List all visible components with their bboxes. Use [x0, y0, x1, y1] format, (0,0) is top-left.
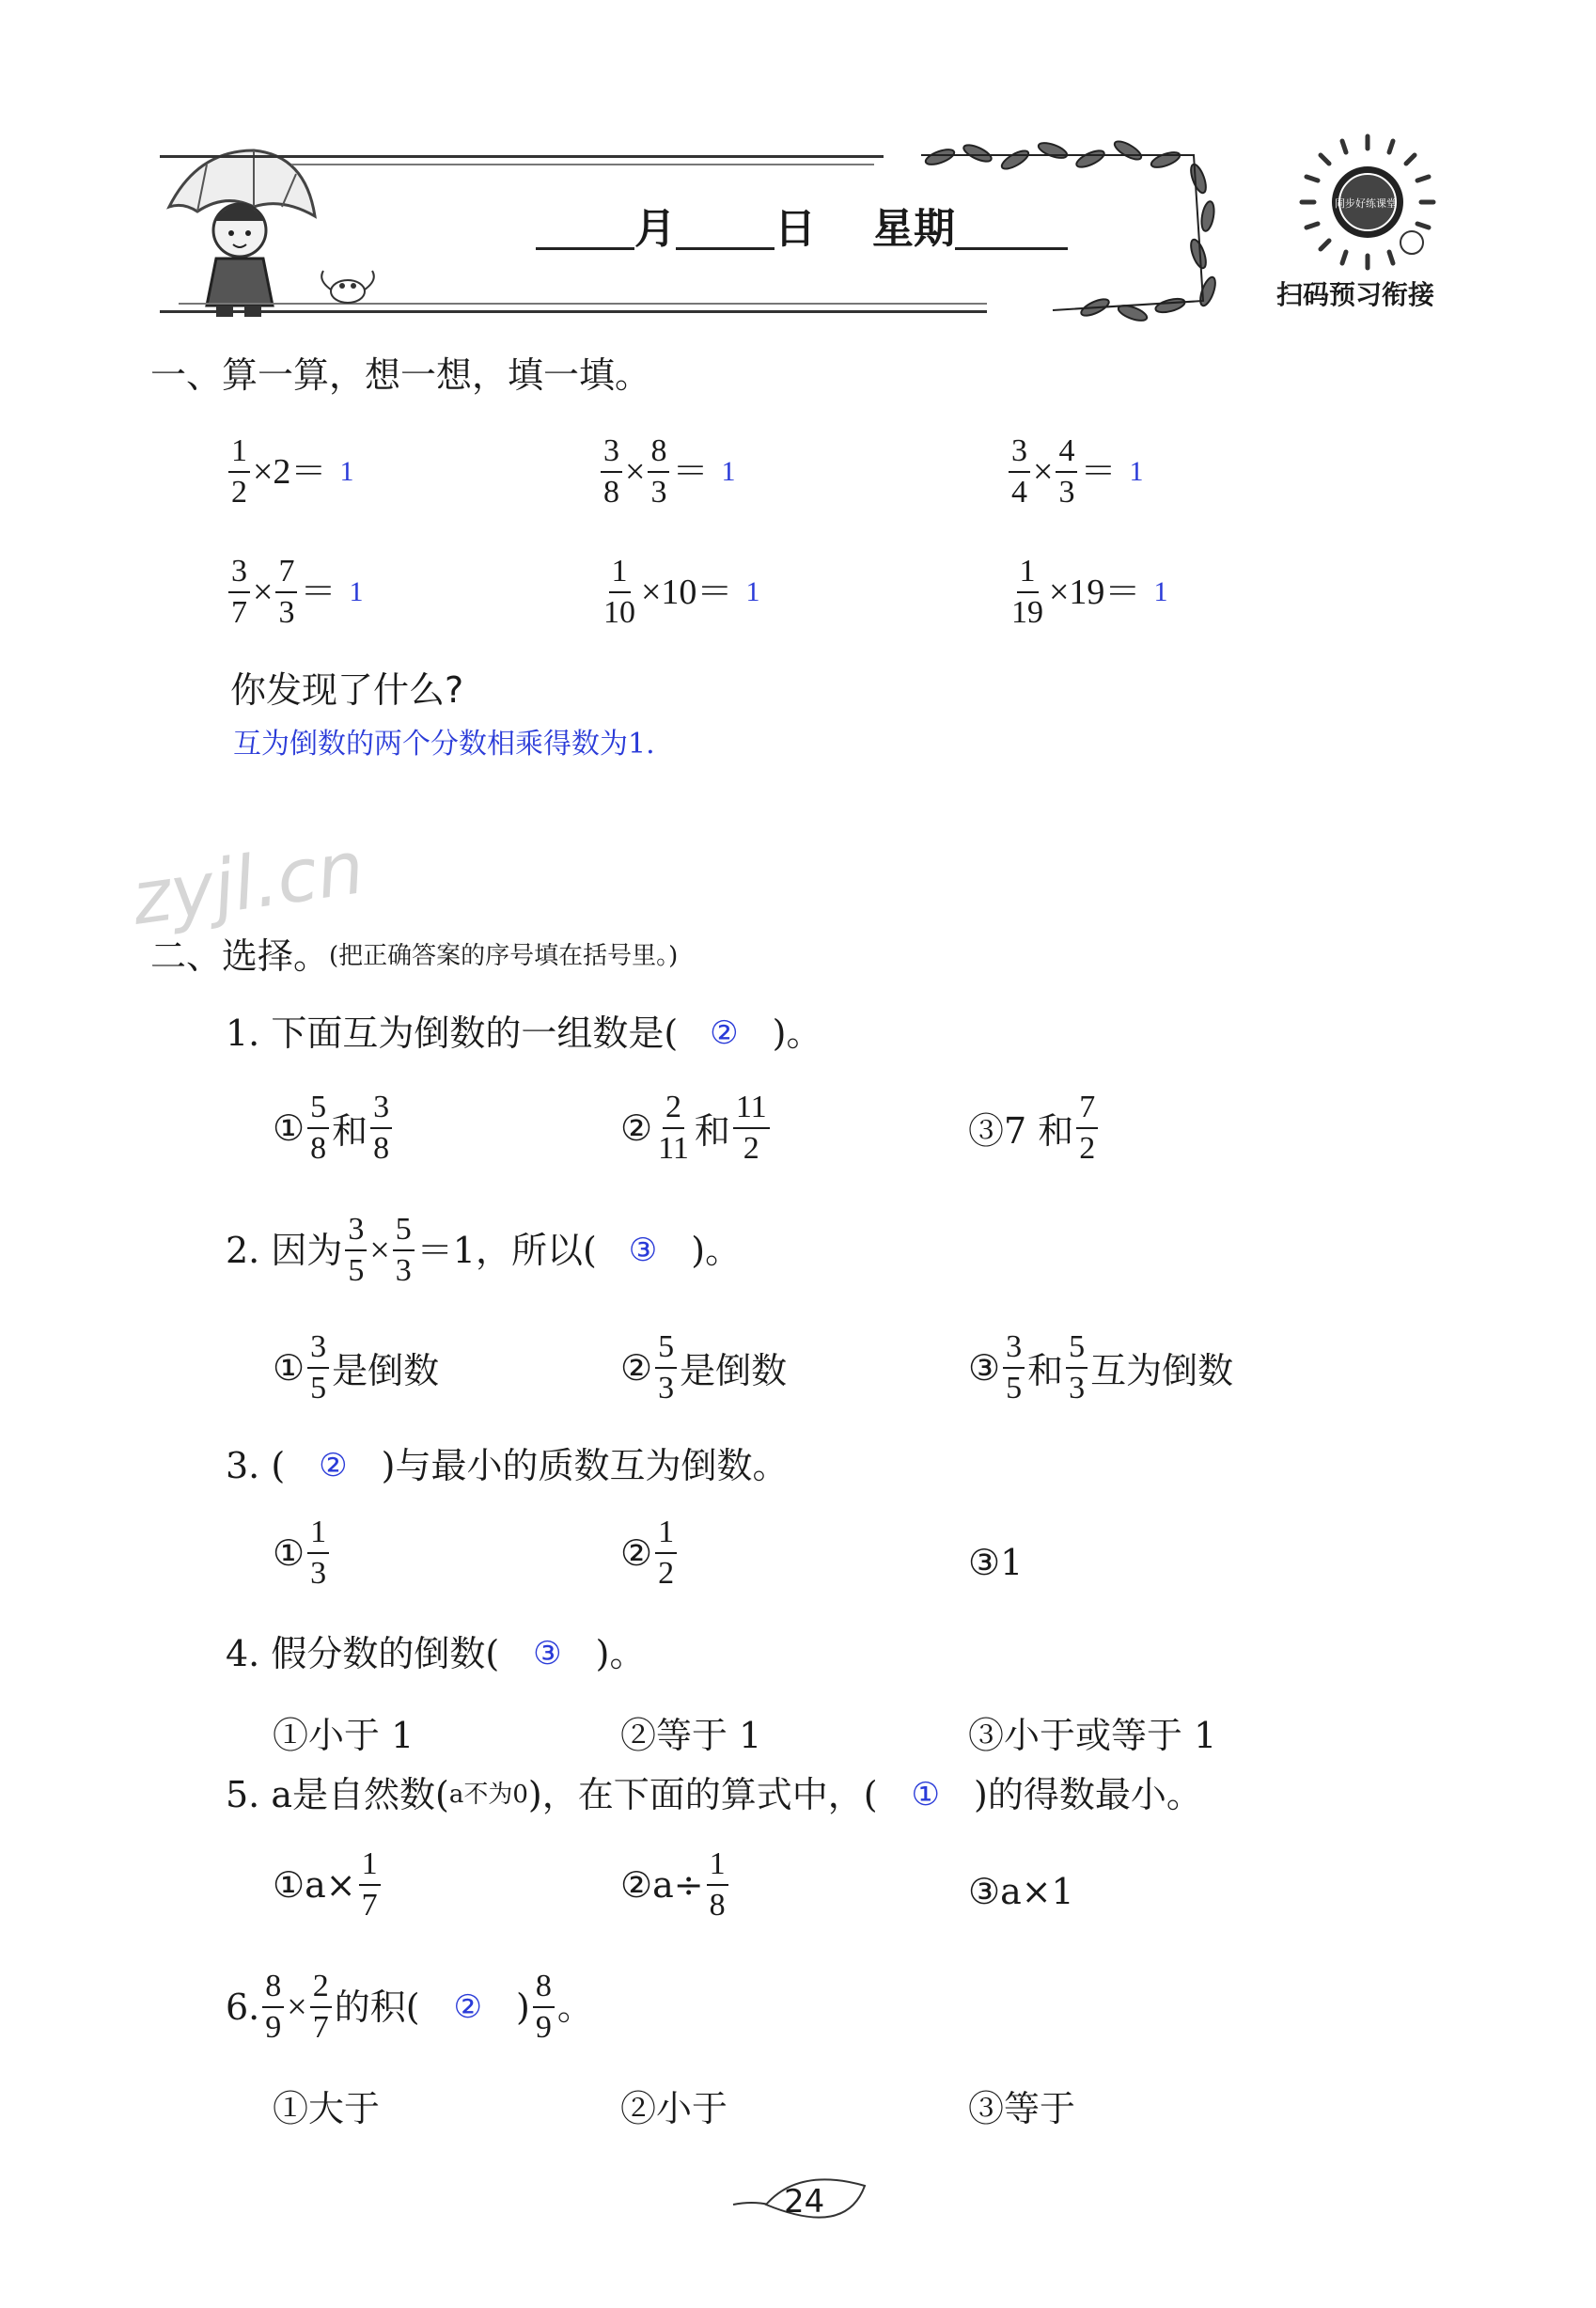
answer: 1 [339, 455, 354, 487]
page-number: 24 [784, 2183, 825, 2221]
q3-option-3[interactable]: ③1 [968, 1542, 1024, 1583]
calc-item: $\frac{3}{7}$ × $\frac{7}{3}$ ＝ 1 [226, 555, 363, 629]
q1-option-1[interactable]: ① $\frac{5}{8}$ 和 $\frac{3}{8}$ [273, 1091, 395, 1165]
q5-option-1[interactable]: ①a× $\frac{1}{7}$ [273, 1847, 383, 1922]
month-blank[interactable] [536, 210, 634, 250]
q6-option-1[interactable]: ①大于 [273, 2088, 381, 2129]
q4-option-1[interactable]: ①小于 1 [273, 1715, 415, 1756]
answer: 1 [721, 455, 736, 487]
answer: ② [453, 1987, 483, 2026]
calc-item: $\frac{1}{10}$ ×10＝ 1 [603, 554, 760, 630]
answer: ② [319, 1447, 348, 1484]
calc-item: $\frac{3}{4}$ × $\frac{4}{3}$ ＝ 1 [1006, 434, 1143, 509]
section1-answer: 互为倒数的两个分数相乘得数为1. [233, 728, 655, 761]
q3-option-1[interactable]: ① $\frac{1}{3}$ [273, 1515, 332, 1590]
day-blank[interactable] [676, 210, 775, 250]
q6-option-2[interactable]: ②小于 [620, 2088, 728, 2129]
answer: 1 [1129, 455, 1144, 487]
week-blank[interactable] [955, 210, 1068, 250]
calc-item: $\frac{1}{19}$ ×19＝ 1 [1011, 554, 1168, 630]
answer: ② [710, 1014, 739, 1052]
q4-option-2[interactable]: ②等于 1 [620, 1715, 762, 1756]
question-6: 6. $\frac{8}{9}$ × $\frac{2}{7}$ 的积( ② ) $\frac{8}{9}$ 。 [226, 1969, 593, 2045]
q4-option-3[interactable]: ③小于或等于 1 [968, 1715, 1217, 1756]
question-4: 4. 假分数的倒数( ③ )。 [226, 1633, 646, 1674]
question-5: 5. a是自然数( a不为0 )，在下面的算式中，( ① )的得数最小。 [226, 1774, 1202, 1815]
q2-option-1[interactable]: ① $\frac{3}{5}$ 是倒数 [273, 1329, 440, 1405]
calc-item: $\frac{3}{8}$ × $\frac{8}{3}$ ＝ 1 [598, 434, 735, 509]
q3-option-2[interactable]: ② $\frac{1}{2}$ [620, 1515, 680, 1590]
q6-option-3[interactable]: ③等于 [968, 2088, 1076, 2129]
q1-option-2[interactable]: ② $\frac{2}{11}$ 和 $\frac{11}{2}$ [620, 1091, 773, 1165]
qr-caption: 扫码预习衔接 [1276, 279, 1435, 310]
week-label: 星期 [872, 205, 955, 253]
question-1: 1. 下面互为倒数的一组数是( ② )。 [226, 1013, 822, 1054]
answer: ① [911, 1776, 941, 1813]
section2-note: (把正确答案的序号填在括号里。) [329, 942, 679, 970]
answer: ③ [628, 1231, 658, 1269]
section1-title: 一、算一算，想一想，填一填。 [150, 354, 651, 396]
q5-option-2[interactable]: ②a÷ $\frac{1}{8}$ [620, 1847, 731, 1922]
fraction: $\frac{1}{2}$ [228, 434, 250, 509]
q1-option-3[interactable]: ③7 和 $\frac{7}{2}$ [968, 1091, 1101, 1165]
section1-question: 你发现了什么? [230, 669, 464, 711]
q2-option-3[interactable]: ③ $\frac{3}{5}$ 和 $\frac{5}{3}$ 互为倒数 [968, 1329, 1234, 1405]
crab-icon [310, 263, 385, 310]
section2-heading [150, 935, 679, 977]
answer: 1 [1153, 575, 1168, 607]
question-2: 2. 因为 $\frac{3}{5}$ × $\frac{5}{3}$ ＝1，所以( ③ )。 [226, 1212, 742, 1288]
section2-title: 二、选择。 [150, 935, 330, 977]
day-label: 日 [775, 205, 816, 253]
q5-option-3[interactable]: ③a×1 [968, 1871, 1074, 1912]
question-3: 3. ( ② )与最小的质数互为倒数。 [226, 1445, 789, 1486]
answer: 1 [349, 575, 364, 607]
answer: ③ [533, 1635, 562, 1672]
q2-option-2[interactable]: ② $\frac{5}{3}$ 是倒数 [620, 1329, 788, 1405]
answer: 1 [745, 575, 760, 607]
watermark: zyjl.cn [126, 825, 369, 942]
calc-item: $\frac{1}{2}$ ×2＝ 1 [226, 434, 353, 509]
qr-center-text: 同步好练课堂 [1335, 197, 1397, 210]
month-label: 月 [634, 205, 676, 253]
date-line [536, 205, 1068, 253]
